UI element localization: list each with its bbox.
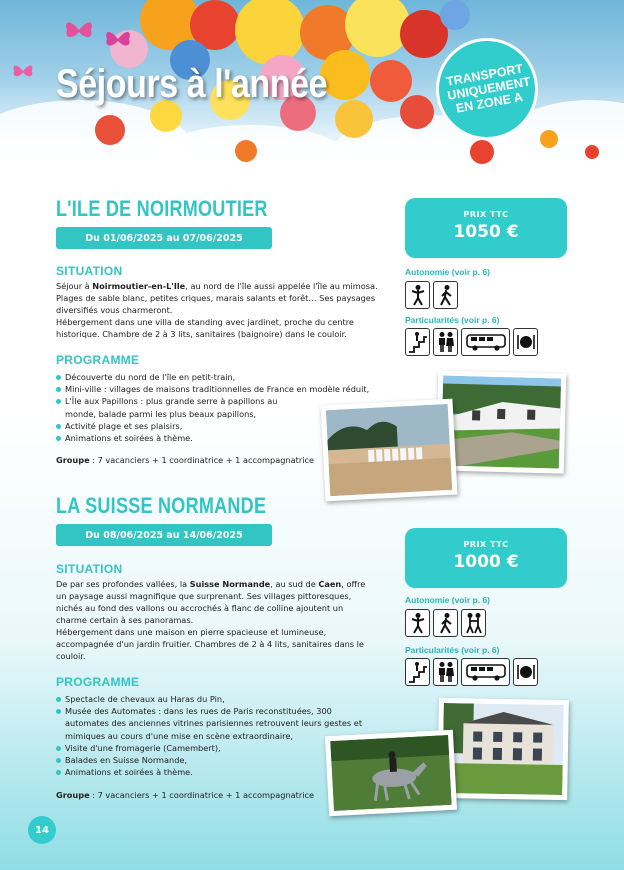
meal-icon [513,658,538,686]
date-range: Du 01/06/2025 au 07/06/2025 [56,227,272,249]
autonomie-label: Autonomie (voir p. 6) [405,595,490,605]
particularites-label: Particularités (voir p. 6) [405,645,500,655]
list-item: L'Île aux Papillons : plus grande serre à papillons au monde, balade parmi les plus beaux papillons, [56,395,286,419]
situation-text: Séjour à Noirmoutier-en-L'Ile, au nord de l'île aussi appelée l'île au mimosa. Plages de sable blanc, petites criques, marais salants et forêt… Ses paysages diversifiés vous charmeront. Hébergement dans une villa de standing avec jardinet, proche du centre historique. Chambre de 2 à 3 lits, sanitaires (baignoire) dans le couloir. [56,281,378,339]
stone-house-photo [437,698,569,800]
list-item: Animations et soirées à thème. [56,766,371,778]
autonomy-person-icon [405,609,430,637]
couple-icon [433,328,458,356]
stairs-icon [405,658,430,686]
beach-huts-photo [321,399,458,502]
situation-text: De par ses profondes vallées, la Suisse Normande, au sud de Caen, offre un paysage aussi magnifique que surprenant. Ses villages pittoresques, nichés au fond des vallons ou accrochés à flanc de colline ajoutent un charme certain à ses panoramas. Hébergement dans une maison en pierre spacieuse et lumineuse, accompagnée d'un jardin fruitier. Chambres de 2 à 4 lits, sanitaires dans le couloir. [56,579,366,661]
list-item: Balades en Suisse Normande, [56,754,371,766]
particularites-icons [405,328,538,356]
section-title-suisse-normande: LA SUISSE NORMANDE [56,493,267,518]
transport-badge: TRANSPORT UNIQUEMENT EN ZONE A [428,30,546,148]
list-item: Visite d'une fromagerie (Camembert), [56,742,371,754]
particularites-icons [405,658,538,686]
autonomie-icons [405,281,458,309]
horse-show-photo [325,730,457,817]
programme-list [56,371,370,444]
page-title: Séjours à l'année [56,62,328,106]
butterfly-icon [64,18,94,42]
list-item: Activité plage et ses plaisirs, [56,420,286,432]
minibus-icon [461,328,510,356]
list-item: Spectacle de chevaux au Haras du Pin, [56,693,371,705]
programme-list [56,693,371,778]
list-item: Musée des Automates : dans les rues de Paris reconstituées, 300 automates des anciennes vitrines parisiennes retrouvent leurs gestes et mimiques au cours d'une mise en scène extraordinaire, [56,705,371,742]
programme-heading: PROGRAMME [56,353,140,367]
situation-heading: SITUATION [56,562,123,576]
walking-icon [433,609,458,637]
list-item: Mini-ville : villages de maisons traditionnelles de France en modèle réduit, [56,383,396,395]
section-title-noirmoutier: L'ILE DE NOIRMOUTIER [56,196,268,221]
couple-icon [433,658,458,686]
list-item: Découverte du nord de l'île en petit-train, [56,371,286,383]
autonomie-icons [405,609,486,637]
programme-heading: PROGRAMME [56,675,140,689]
meal-icon [513,328,538,356]
walking-icon [433,281,458,309]
butterfly-icon [12,62,34,80]
autonomie-label: Autonomie (voir p. 6) [405,267,490,277]
group-info: Groupe : 7 vacanciers + 1 coordinatrice + 1 accompagnatrice [56,790,315,800]
stairs-icon [405,328,430,356]
price-box: PRIX TTC 1000 € [405,528,567,588]
autonomy-person-icon [405,281,430,309]
header-banner [0,0,624,170]
minibus-icon [461,658,510,686]
particularites-label: Particularités (voir p. 6) [405,315,500,325]
situation-heading: SITUATION [56,264,123,278]
price-box: PRIX TTC 1050 € [405,198,567,258]
date-range: Du 08/06/2025 au 14/06/2025 [56,524,272,546]
butterfly-icon [104,28,132,50]
assisted-walk-icon [461,609,486,637]
group-info: Groupe : 7 vacanciers + 1 coordinatrice + 1 accompagnatrice [56,455,315,465]
page-number: 14 [28,816,56,844]
list-item: Animations et soirées à thème. [56,432,286,444]
